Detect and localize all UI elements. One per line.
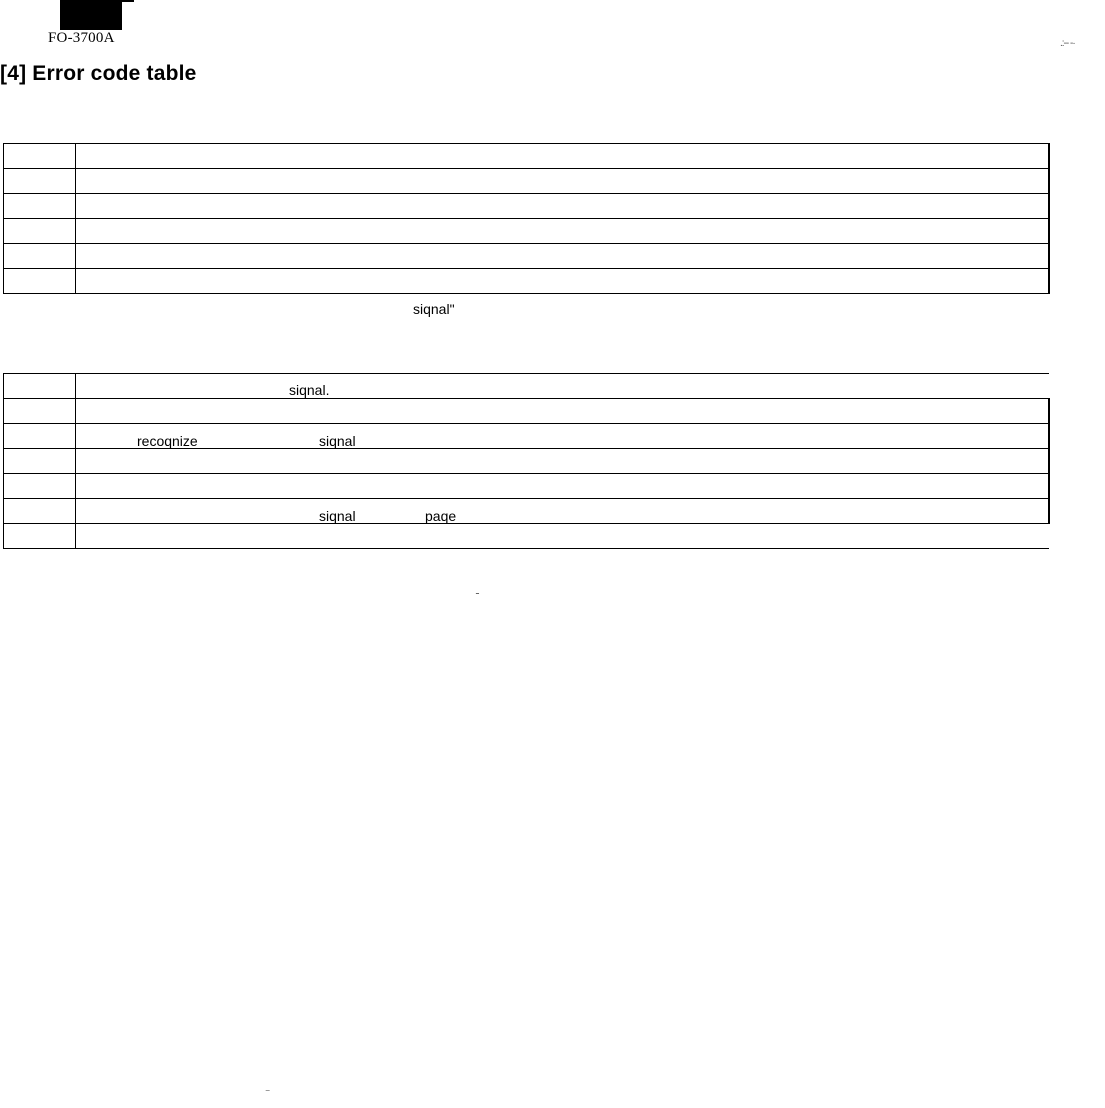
table-row	[4, 244, 1050, 269]
scan-speck: ‾	[266, 1090, 269, 1101]
scan-speck: ـ	[476, 586, 479, 597]
logo-mark	[60, 0, 122, 30]
error-description-cell	[76, 269, 1050, 294]
error-code-table-1	[3, 143, 1050, 294]
error-description-cell	[76, 524, 1050, 549]
scan-speck: .:-- -·	[1060, 38, 1075, 49]
table-row	[4, 374, 1050, 399]
table-row	[4, 144, 1050, 169]
error-description-cell	[76, 144, 1050, 169]
model-number: FO-3700A	[48, 30, 115, 46]
error-description-cell	[76, 374, 1050, 399]
description-fragment: siqnal	[319, 433, 356, 449]
table-row	[4, 499, 1050, 524]
table-row	[4, 269, 1050, 294]
description-fragment: siqnal	[319, 508, 356, 524]
table-row	[4, 169, 1050, 194]
error-code-cell	[4, 194, 76, 219]
error-description-cell	[76, 499, 1050, 524]
error-code-cell	[4, 424, 76, 449]
error-code-cell	[4, 474, 76, 499]
error-code-cell	[4, 449, 76, 474]
description-fragment: siqnal.	[289, 382, 330, 398]
error-code-cell	[4, 269, 76, 294]
error-description-cell	[76, 244, 1050, 269]
error-code-cell	[4, 374, 76, 399]
error-description-cell	[76, 424, 1050, 449]
error-description-cell	[76, 194, 1050, 219]
error-code-table-2	[3, 373, 1050, 549]
table-row	[4, 524, 1050, 549]
error-code-cell	[4, 169, 76, 194]
error-code-cell	[4, 244, 76, 269]
error-description-cell	[76, 449, 1050, 474]
logo-tick	[122, 0, 134, 2]
table-row	[4, 399, 1050, 424]
error-description-cell	[76, 399, 1050, 424]
error-code-cell	[4, 219, 76, 244]
error-code-cell	[4, 144, 76, 169]
description-fragment: recoqnize	[137, 433, 198, 449]
description-fragment: paqe	[425, 508, 457, 524]
error-description-cell	[76, 474, 1050, 499]
section-title: [4] Error code table	[0, 62, 197, 85]
table-row	[4, 474, 1050, 499]
error-description-cell	[76, 169, 1050, 194]
error-code-cell	[4, 399, 76, 424]
table-row	[4, 194, 1050, 219]
error-code-cell	[4, 499, 76, 524]
description-fragment: siqnal"	[413, 301, 455, 317]
error-code-cell	[4, 524, 76, 549]
table-row	[4, 449, 1050, 474]
table-row	[4, 219, 1050, 244]
error-description-cell	[76, 219, 1050, 244]
